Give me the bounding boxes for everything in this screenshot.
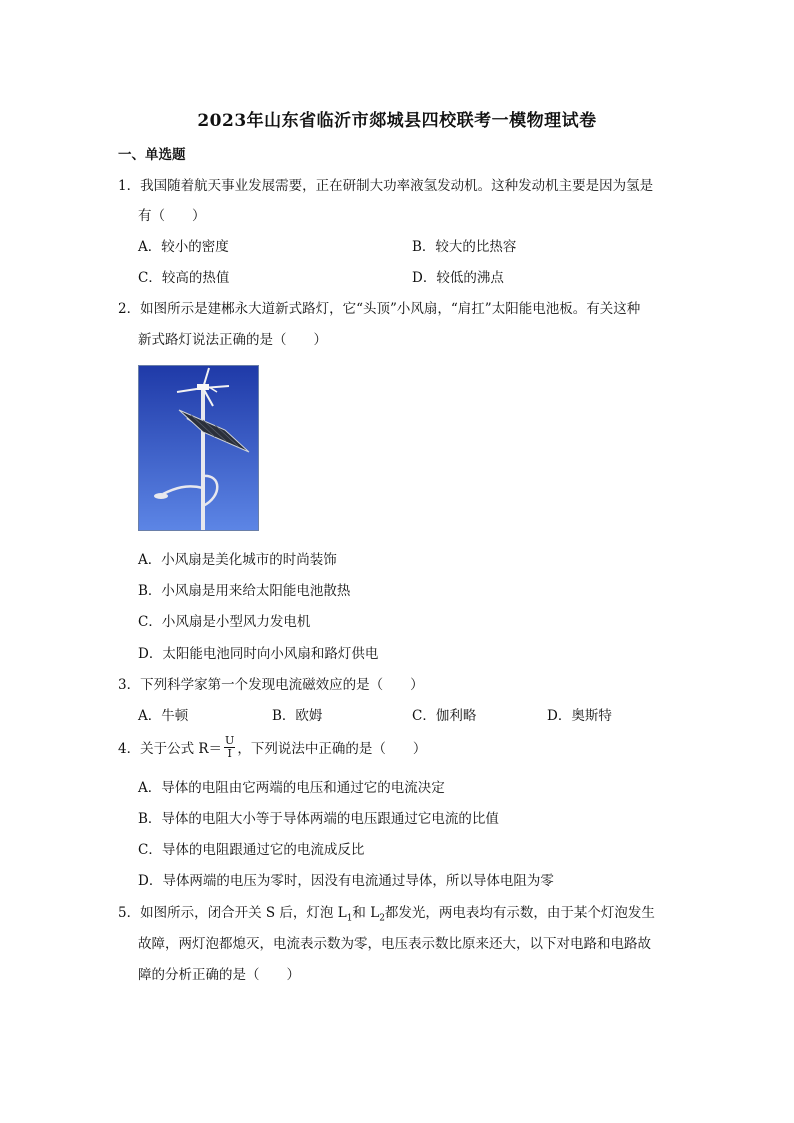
exam-title: 2023年山东省临沂市郯城县四校联考一模物理试卷 [197,111,597,131]
question-3-option-d: D．奥斯特 [547,708,612,724]
question-3-option-a: A．牛顿 [138,708,189,724]
question-1-option-d: D．较低的沸点 [412,270,504,286]
question-4-option-c: C．导体的电阻跟通过它的电流成反比 [138,842,365,858]
question-4-option-d: D．导体两端的电压为零时，因没有电流通过导体，所以导体电阻为零 [138,873,554,889]
question-4-option-a: A．导体的电阻由它两端的电压和通过它的电流决定 [138,780,445,796]
question-5-text-part: 5．如图所示，闭合开关 S 后，灯泡 L [118,905,347,921]
question-5-stem-cont-2: 障的分析正确的是（ ） [138,967,300,983]
question-2-option-c: C．小风扇是小型风力发电机 [138,614,311,630]
question-3-stem: 3．下列科学家第一个发现电流磁效应的是（ ） [118,677,424,693]
question-3-option-b: B．欧姆 [272,708,323,724]
question-1-option-a: A．较小的密度 [138,239,229,255]
fraction-denominator: I [227,747,232,760]
question-2-option-b: B．小风扇是用来给太阳能电池散热 [138,583,351,599]
section-heading: 一、单选题 [118,147,186,163]
question-2-option-d: D．太阳能电池同时向小风扇和路灯供电 [138,646,379,662]
question-5-text-part: 和 L [352,905,380,921]
question-3-option-c: C．伽利略 [412,708,477,724]
street-light-illustration [139,366,259,531]
question-4-stem [118,734,427,762]
question-4-option-b: B．导体的电阻大小等于导体两端的电压跟通过它电流的比值 [138,811,499,827]
subscript-1: 1 [346,913,353,924]
formula-fraction [224,735,235,760]
question-1-stem: 1．我国随着航天事业发展需要，正在研制大功率液氢发动机。这种发动机主要是因为氢是 [118,178,654,194]
question-2-stem-cont: 新式路灯说法正确的是（ ） [138,332,327,348]
question-5-stem-cont: 故障，两灯泡都熄灭，电流表示数为零，电压表示数比原来还大，以下对电路和电路故 [138,936,651,952]
question-5-text-part: 都发光，两电表均有示数，由于某个灯泡发生 [384,905,655,921]
subscript-2: 2 [379,913,385,924]
question-2-stem: 2．如图所示是建郴永大道新式路灯，它“头顶”小风扇，“肩扛”太阳能电池板。有关这种 [118,301,641,317]
fraction-numerator: U [225,734,235,747]
street-light-photo [138,365,259,531]
question-1-option-c: C．较高的热值 [138,270,230,286]
question-1-option-b: B．较大的比热容 [412,239,517,255]
question-5-stem [118,903,655,929]
question-1-stem-cont: 有（ ） [138,208,206,224]
lamp-pole [201,384,205,531]
question-2-option-a: A．小风扇是美化城市的时尚装饰 [138,552,337,568]
question-4-suffix: ，下列说法中正确的是（ ） [237,741,427,757]
question-4-prefix: 4．关于公式 R＝ [118,741,223,757]
